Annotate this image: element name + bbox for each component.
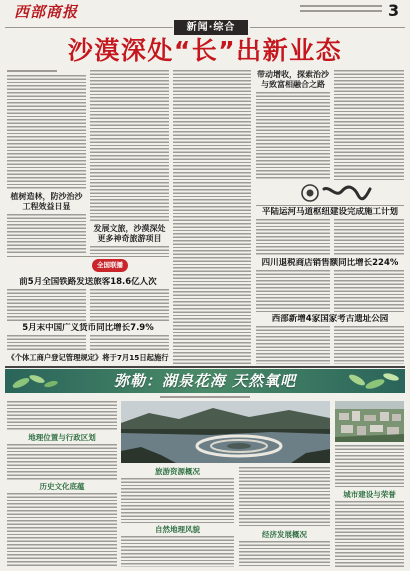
feature-photo-city: [335, 401, 404, 442]
brief-body-text: [256, 270, 330, 312]
feature-body-text: [239, 467, 330, 527]
feature-section-head: 历史文化底蕴: [39, 482, 85, 491]
dateline-text: [300, 5, 382, 7]
feature-body-text: [335, 445, 404, 488]
lead-body-text: [7, 75, 86, 190]
lead-body-text: [256, 92, 330, 180]
brief-body-text: [334, 219, 404, 255]
brief-body-text: [7, 289, 86, 321]
header-rule-right: [250, 27, 405, 28]
header-rule-left: [5, 27, 173, 28]
briefs-rule: [256, 205, 404, 206]
lead-body-text: [90, 70, 169, 222]
national-brief-headline: 5月末中国广义货币同比增长7.9%: [22, 323, 154, 333]
national-briefs-rule: [7, 256, 169, 257]
national-briefs-label: 全国联播: [92, 259, 128, 272]
brief-body-text: [90, 289, 169, 321]
brief-body-text: [256, 326, 330, 364]
regional-brief-headline: 西部新增4家国家考古遗址公园: [271, 314, 389, 324]
national-brief-headline: 前5月全国铁路发送旅客18.6亿人次: [19, 277, 157, 287]
lead-byline: [7, 70, 57, 72]
feature-photo-lake: [121, 401, 330, 463]
feature-body-text: [7, 401, 117, 431]
feature-section-head: 城市建设与荣誉: [343, 490, 396, 499]
national-brief-headline: 《个体工商户登记管理规定》将于7月15日起施行: [7, 353, 169, 362]
feature-divider: [5, 366, 405, 368]
column-logo-dot: [307, 190, 314, 197]
lead-body-text: [334, 70, 404, 180]
feature-body-text: [121, 536, 234, 567]
brief-body-text: [334, 326, 404, 364]
lead-body-text: [90, 246, 169, 254]
section-tag: 新闻·综合: [174, 20, 248, 35]
lead-subhead: 带动增收，探索治沙与致富相融合之路: [257, 70, 329, 89]
lead-body-text: [173, 70, 251, 364]
lead-subhead: 发展文旅，沙漠深处更多神奇旅游项目: [93, 224, 166, 243]
feature-byline: [160, 396, 250, 398]
column-logo-brushwork: [324, 187, 370, 199]
feature-banner: [5, 369, 405, 393]
page-number: 3: [388, 1, 400, 20]
column-logo: [300, 183, 372, 203]
feature-body-text: [121, 478, 234, 523]
feature-section-head: 经济发展概况: [262, 530, 307, 539]
editor-credits-text: [300, 10, 382, 12]
lead-body-text: [7, 214, 86, 254]
feature-section-head: 地理位置与行政区划: [28, 433, 96, 442]
brief-body-text: [334, 270, 404, 312]
feature-body-text: [239, 541, 330, 567]
regional-brief-headline: 平陆运河马道枢纽建设完成施工计划: [261, 207, 398, 217]
brief-body-text: [256, 219, 330, 255]
lead-headline: 沙漠深处“长”出新业态: [67, 36, 343, 65]
feature-title: 弥勒：湖泉花海 天然氧吧: [113, 372, 297, 390]
feature-body-text: [7, 444, 117, 480]
feature-section-head: 旅游资源概况: [155, 467, 200, 476]
feature-body-text: [7, 493, 117, 567]
brief-body-text: [7, 335, 86, 351]
feature-body-text: [335, 501, 404, 567]
feature-section-head: 自然地理风貌: [155, 525, 200, 534]
regional-brief-headline: 四川退税商店销售额同比增长224%: [261, 258, 399, 268]
brief-body-text: [90, 335, 169, 351]
lead-subhead: 植树造林，防沙治沙工程效益日显: [10, 192, 83, 211]
masthead-logo: 西部商报: [14, 3, 79, 21]
